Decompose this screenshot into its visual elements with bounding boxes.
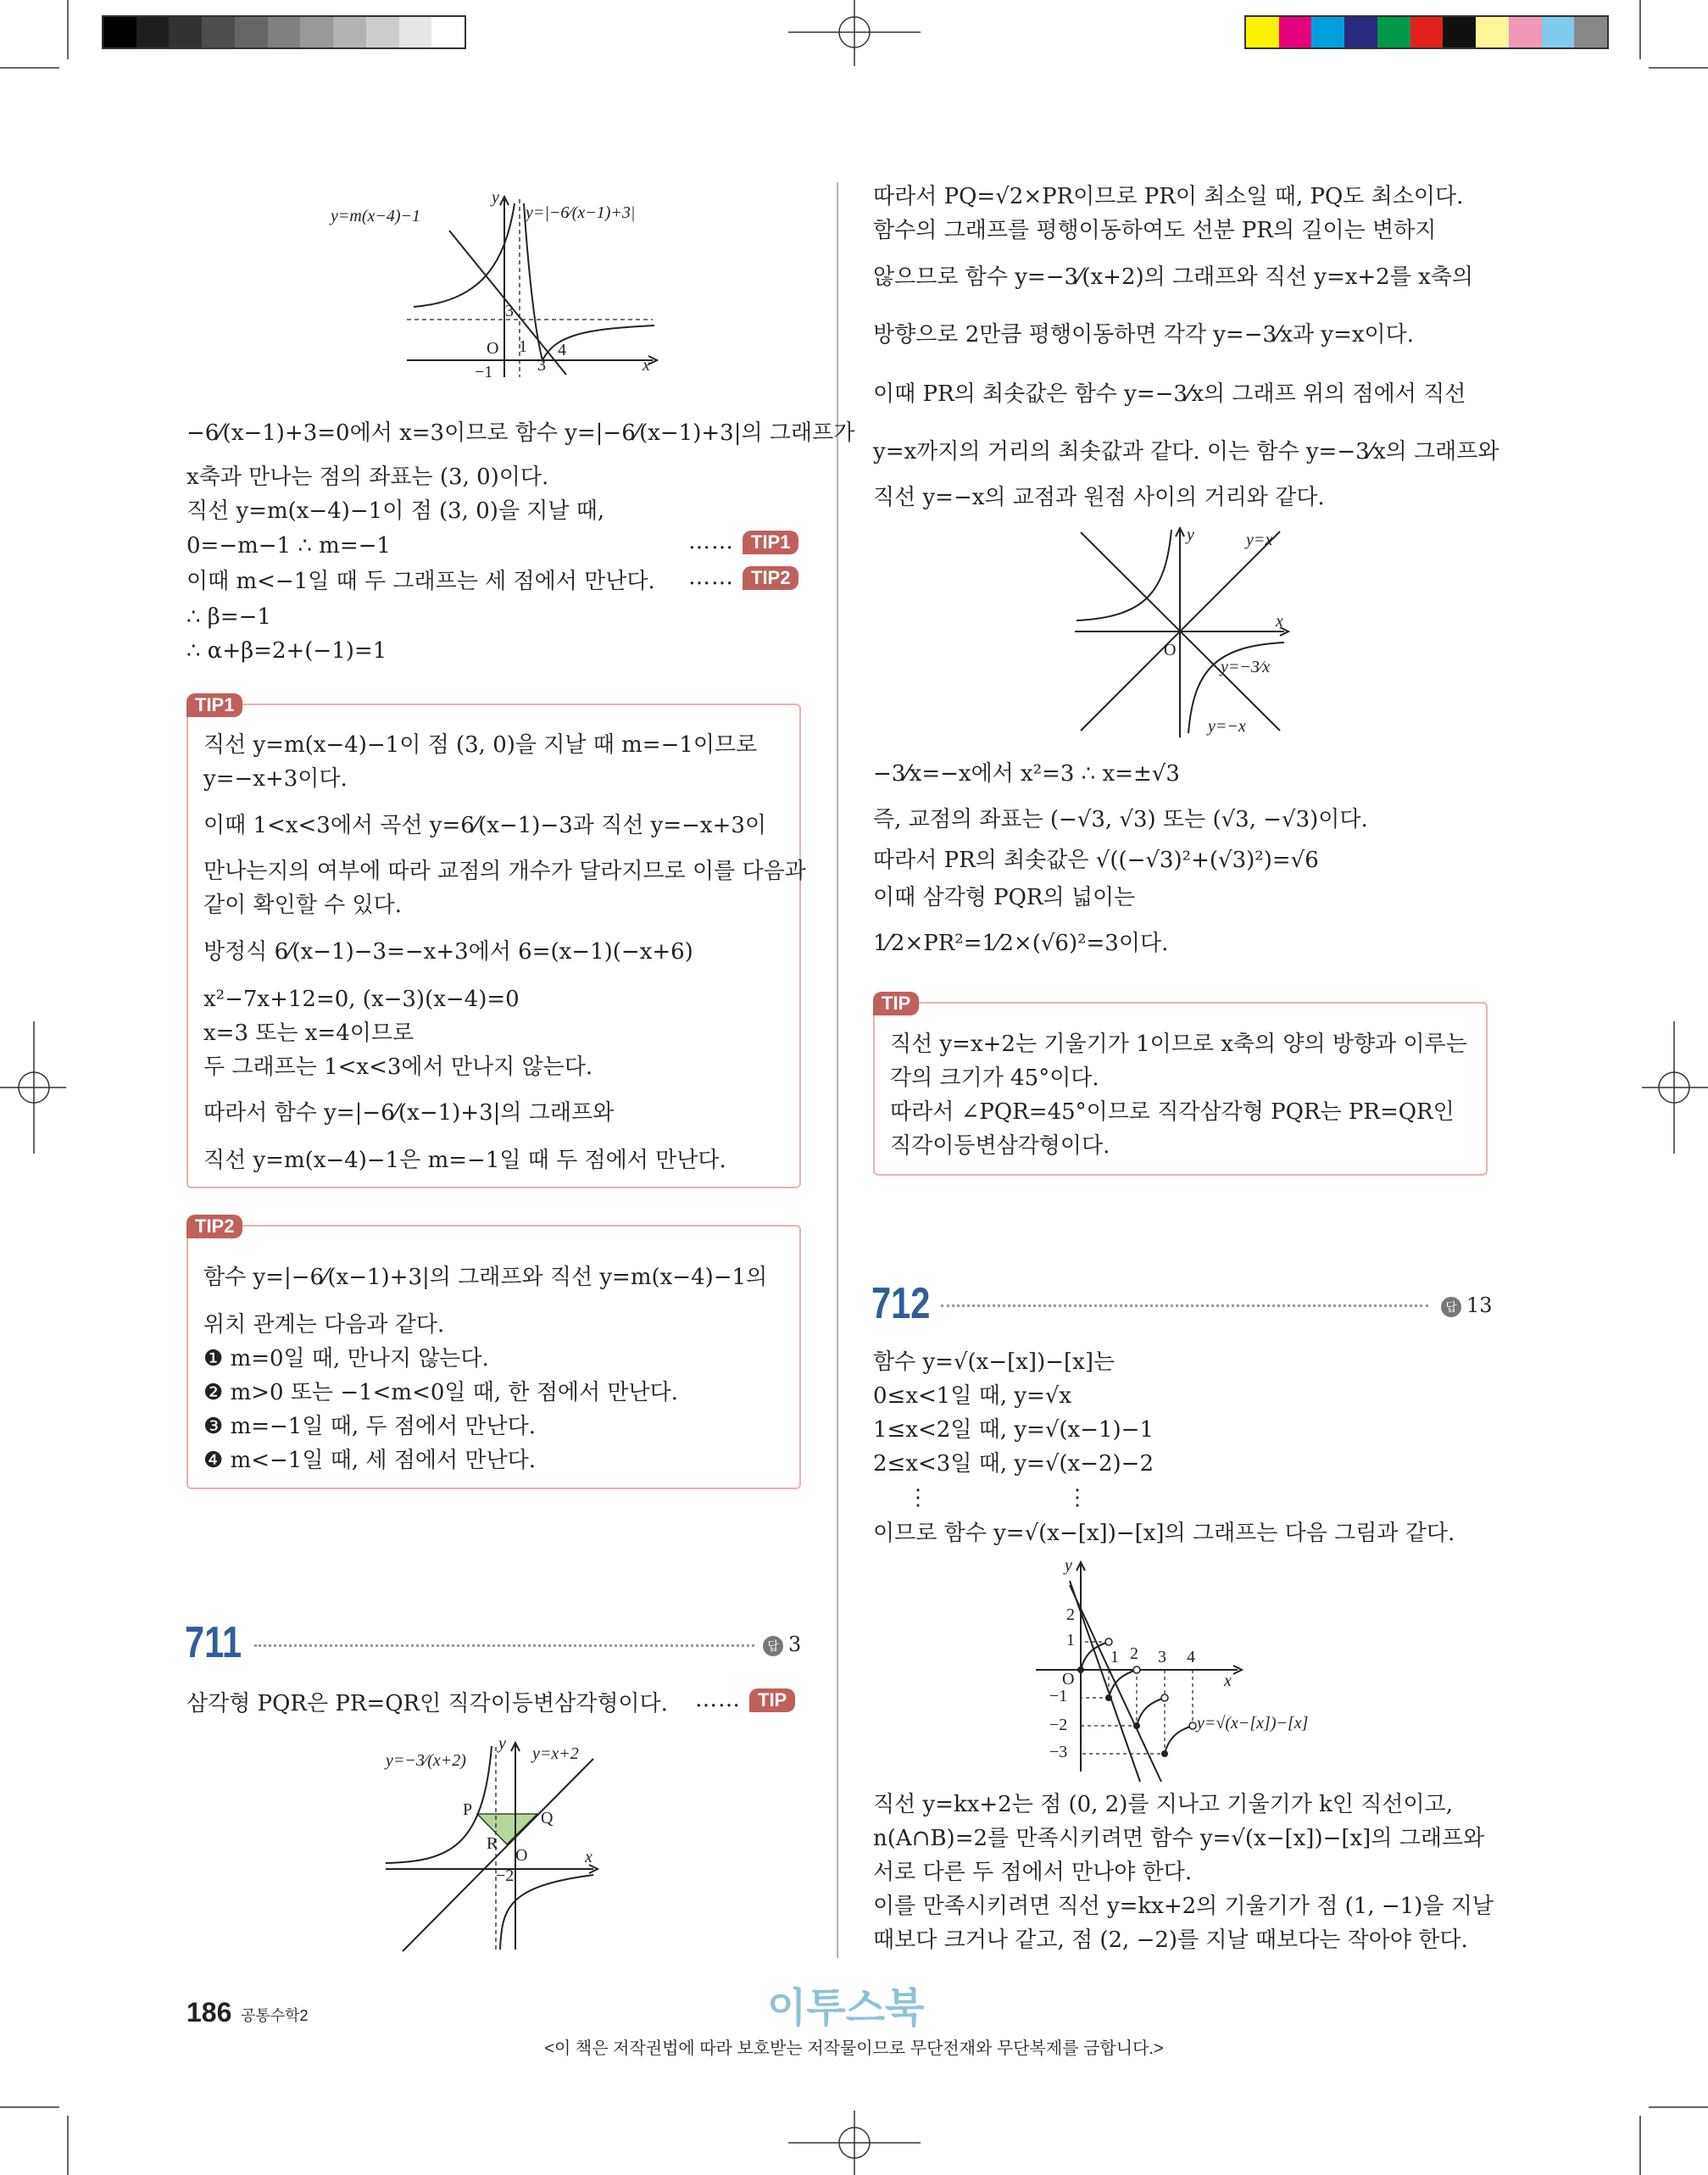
tip1-line: x=3 또는 x=4이므로	[203, 1021, 414, 1046]
text-line: n(A∩B)=2를 만족시키려면 함수 y=√(x−[x])−[x]의 그래프와	[873, 1826, 1485, 1851]
curve-label: y=√(x−[x])−[x]	[1197, 1714, 1309, 1733]
text-line: 함수 y=√(x−[x])−[x]는	[873, 1349, 1115, 1375]
tip2-line: ❹ m<−1일 때, 세 점에서 만난다.	[203, 1448, 536, 1473]
tip2-line: ❷ m>0 또는 −1<m<0일 때, 한 점에서 만난다.	[203, 1380, 679, 1405]
tip1-line: 직선 y=m(x−4)−1은 m=−1일 때 두 점에서 만난다.	[203, 1148, 726, 1173]
tick-minus1: −1	[475, 363, 493, 381]
text-line: 1≤x<2일 때, y=√(x−1)−1	[873, 1417, 1154, 1443]
text-line: −3⁄x=−x에서 x²=3 ∴ x=±√3	[873, 761, 1180, 787]
line-label-yx: y=x	[1246, 531, 1273, 549]
tick-1: 1	[519, 337, 527, 356]
x-axis-label: x	[1276, 612, 1283, 631]
tick-x2: 2	[1130, 1644, 1138, 1663]
text-line: 삼각형 PQR은 PR=QR인 직각이등변삼각형이다.	[186, 1691, 668, 1716]
origin-label: O	[1164, 641, 1177, 659]
tip1-line: 두 그래프는 1<x<3에서 만나지 않는다.	[203, 1054, 593, 1080]
subject-name: 공통수학2	[241, 2007, 309, 2024]
tip2-line: 위치 관계는 다음과 같다.	[203, 1312, 445, 1338]
page-number: 186	[186, 1997, 232, 2028]
x-axis-label: x	[1224, 1672, 1232, 1690]
text-line: 이를 만족시키려면 직선 y=kx+2의 기울기가 점 (1, −1)을 지날	[873, 1894, 1494, 1919]
text-line: 즉, 교점의 좌표는 (−√3, √3) 또는 (√3, −√3)이다.	[873, 807, 1368, 832]
tip-label: TIP	[873, 992, 919, 1015]
y-axis-label: y	[1065, 1556, 1072, 1575]
y-axis-label: y	[498, 1734, 506, 1753]
text-line: 0=−m−1 ∴ m=−1	[186, 533, 391, 559]
text-line: 이때 삼각형 PQR의 넓이는	[873, 885, 1136, 910]
problem-number-711: 711	[185, 1618, 242, 1667]
tick-x4: 4	[1187, 1648, 1195, 1666]
origin-label: O	[515, 1846, 528, 1865]
tip1-line: 직선 y=m(x−4)−1이 점 (3, 0)을 지날 때 m=−1이므로	[203, 732, 758, 758]
text-line: 0≤x<1일 때, y=√x	[873, 1383, 1072, 1409]
text-line: 않으므로 함수 y=−3⁄(x+2)의 그래프와 직선 y=x+2를 x축의	[873, 264, 1473, 290]
text-line: 함수의 그래프를 평행이동하여도 선분 PR의 길이는 변하지	[873, 218, 1437, 243]
text-line: ∴ β=−1	[186, 604, 271, 630]
text-line: 2≤x<3일 때, y=√(x−2)−2	[873, 1451, 1154, 1477]
tick-4: 4	[558, 341, 566, 359]
tip1-line: 따라서 함수 y=|−6⁄(x−1)+3|의 그래프와	[203, 1100, 615, 1126]
text-line: −6⁄(x−1)+3=0에서 x=3이므로 함수 y=|−6⁄(x−1)+3|의 그래프가	[186, 420, 855, 446]
curve-label: y=|−6⁄(x−1)+3|	[526, 203, 636, 222]
tip1-line: y=−x+3이다.	[203, 766, 348, 792]
text-line: y=x까지의 거리의 최솟값과 같다. 이는 함수 y=−3⁄x의 그래프와	[873, 439, 1499, 464]
leader-dots: ……	[688, 565, 734, 590]
tick-y1: 1	[1066, 1631, 1075, 1649]
tip1-label: TIP1	[186, 693, 242, 717]
text-line: 이때 PR의 최솟값은 함수 y=−3⁄x의 그래프 위의 점에서 직선	[873, 381, 1466, 407]
tip2-line: ❸ m=−1일 때, 두 점에서 만난다.	[203, 1414, 536, 1439]
text-line: 방향으로 2만큼 평행이동하면 각각 y=−3⁄x과 y=x이다.	[873, 322, 1415, 348]
tip-line: 직각이등변삼각형이다.	[890, 1133, 1110, 1159]
answer-value: 3	[788, 1633, 802, 1656]
point-q: Q	[541, 1809, 554, 1827]
leader-dots: ……	[688, 529, 734, 554]
problem-number-712: 712	[871, 1279, 931, 1328]
y-axis-label: y	[1187, 526, 1194, 544]
tick-ym1: −1	[1049, 1687, 1068, 1705]
publisher-logo: 이투스북	[767, 1986, 925, 2031]
text-line: 이때 m<−1일 때 두 그래프는 세 점에서 만난다.	[186, 569, 655, 594]
tick-y2: 2	[1066, 1605, 1075, 1624]
tip-line: 각의 크기가 45°이다.	[890, 1065, 1099, 1091]
tick-ym3: −3	[1049, 1743, 1068, 1761]
answer-712	[1441, 1293, 1493, 1317]
tip1-line: 이때 1<x<3에서 곡선 y=6⁄(x−1)−3과 직선 y=−x+3이	[203, 813, 767, 838]
line-label: y=m(x−4)−1	[331, 207, 421, 225]
text-line: 때보다 크거나 같고, 점 (2, −2)를 지날 때보다는 작아야 한다.	[873, 1927, 1468, 1953]
y-axis-label: y	[492, 188, 499, 207]
x-axis-label: x	[585, 1848, 593, 1866]
tip2-label: TIP2	[186, 1215, 242, 1238]
text-line: 따라서 PR의 최솟값은 √((−√3)²+(√3)²)=√6	[873, 848, 1319, 873]
answer-badge: 답	[1441, 1297, 1461, 1317]
curve-label: y=−3⁄x	[1221, 658, 1271, 676]
tip1-badge: TIP1	[743, 531, 798, 554]
text-line: 따라서 PQ=√2×PR이므로 PR이 최소일 때, PQ도 최소이다.	[873, 184, 1464, 209]
vdots: ⋮	[1066, 1485, 1088, 1510]
tip2-line: ❶ m=0일 때, 만나지 않는다.	[203, 1346, 489, 1371]
line-label-ymx: y=−x	[1208, 717, 1246, 736]
text-line: 직선 y=−x의 교점과 원점 사이의 거리와 같다.	[873, 485, 1325, 510]
origin-label: O	[1062, 1670, 1075, 1688]
text-line: x축과 만나는 점의 좌표는 (3, 0)이다.	[186, 464, 549, 490]
text-line: 직선 y=m(x−4)−1이 점 (3, 0)을 지날 때,	[186, 498, 605, 524]
tip-line: 따라서 ∠PQR=45°이므로 직각삼각형 PQR는 PR=QR인	[890, 1099, 1455, 1125]
text-line: 서로 다른 두 점에서 만나야 한다.	[873, 1860, 1193, 1885]
point-p: P	[463, 1800, 473, 1819]
tick-3: 3	[537, 356, 546, 375]
text-line: ∴ α+β=2+(−1)=1	[186, 638, 387, 664]
curve-label: y=−3⁄(x+2)	[386, 1751, 466, 1770]
point-r: R	[487, 1834, 498, 1853]
tick-y3: 3	[505, 302, 514, 320]
text-line: 1⁄2×PR²=1⁄2×(√6)²=3이다.	[873, 931, 1169, 956]
tick-x3: 3	[1158, 1648, 1166, 1666]
answer-badge: 답	[763, 1636, 783, 1656]
tick-minus2: −2	[496, 1866, 515, 1885]
tick-ym2: −2	[1049, 1716, 1068, 1734]
x-axis-label: x	[643, 356, 650, 375]
vdots: ⋮	[907, 1485, 929, 1510]
text-line: 직선 y=kx+2는 점 (0, 2)를 지나고 기울기가 k인 직선이고,	[873, 1792, 1453, 1817]
text-line: 이므로 함수 y=√(x−[x])−[x]의 그래프는 다음 그림과 같다.	[873, 1521, 1455, 1546]
tip1-line: 방정식 6⁄(x−1)−3=−x+3에서 6=(x−1)(−x+6)	[203, 939, 693, 965]
tick-x1: 1	[1110, 1648, 1119, 1666]
leader-dots: ……	[695, 1687, 741, 1712]
tip2-line: 함수 y=|−6⁄(x−1)+3|의 그래프와 직선 y=m(x−4)−1의	[203, 1265, 768, 1290]
line-label: y=x+2	[532, 1744, 579, 1763]
tip2-badge: TIP2	[743, 566, 798, 590]
tip1-line: 만나는지의 여부에 따라 교점의 개수가 달라지므로 이를 다음과	[203, 859, 806, 884]
copyright-notice: <이 책은 저작권법에 따라 보호받는 저작물이므로 무단전재와 무단복제를 금합니다.>	[544, 2039, 1164, 2058]
tip1-line: 같이 확인할 수 있다.	[203, 893, 402, 918]
tip-badge: TIP	[749, 1688, 795, 1712]
origin-label: O	[487, 339, 499, 358]
tip-line: 직선 y=x+2는 기울기가 1이므로 x축의 양의 방향과 이루는	[890, 1032, 1467, 1057]
tip1-line: x²−7x+12=0, (x−3)(x−4)=0	[203, 987, 520, 1012]
answer-value: 13	[1466, 1293, 1493, 1317]
